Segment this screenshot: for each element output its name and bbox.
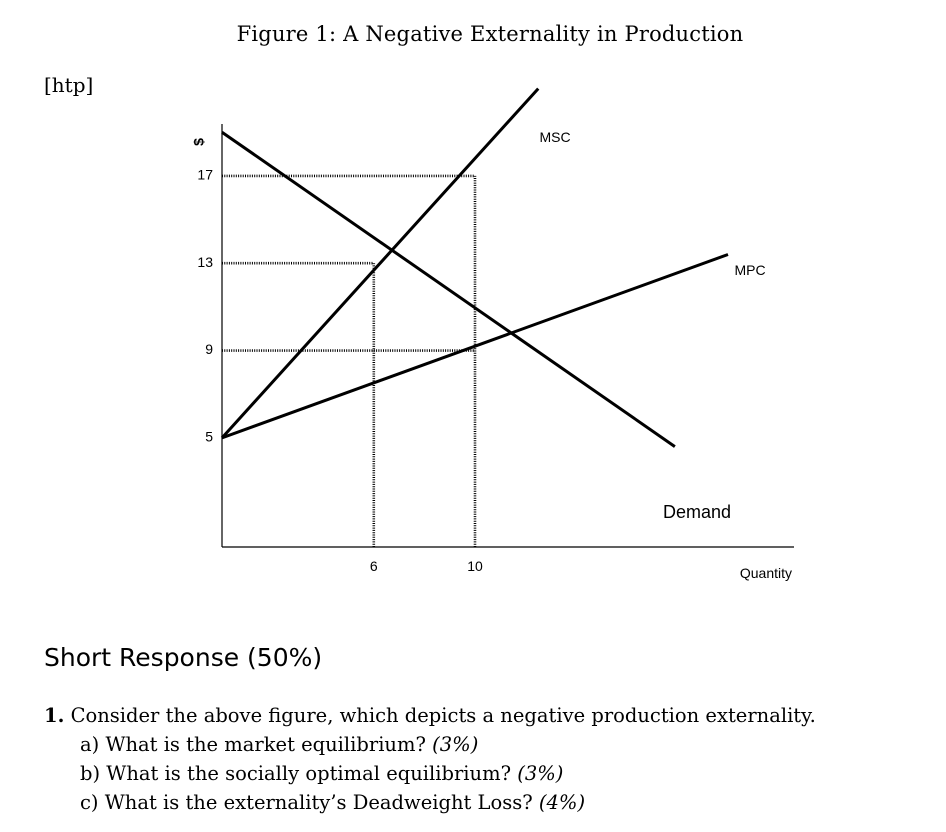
question-part-c: [80, 791, 585, 814]
figure-caption: Figure 1: A Negative Externality in Production: [236, 22, 744, 46]
question-number: 1.: [44, 704, 65, 727]
part-text: What is the market equilibrium?: [105, 733, 426, 756]
part-points: (3%): [517, 762, 564, 785]
series-label-demand: Demand: [662, 502, 732, 522]
question-part-a: [80, 733, 478, 756]
y-tick-label: 9: [205, 341, 213, 358]
x-tick-label: 6: [369, 558, 378, 574]
part-text: What is the socially optimal equilibrium?: [106, 762, 512, 785]
placement-note: [htp]: [44, 73, 94, 97]
series-label-mpc: MPC: [734, 262, 766, 278]
series-line-demand: [222, 132, 675, 446]
series-line-msc: [222, 89, 538, 438]
part-label: a): [80, 733, 100, 756]
part-points: (4%): [538, 791, 586, 814]
part-label: b): [80, 762, 101, 785]
y-tick-label: 17: [197, 166, 213, 183]
section-title: Short Response (50%): [44, 643, 323, 672]
part-label: c): [80, 791, 99, 814]
question-text: Consider the above figure, which depicts a negative production externality.: [70, 704, 816, 727]
tick-labels: [197, 167, 483, 574]
y-axis-label: $: [190, 138, 207, 146]
part-text: What is the externality’s Deadweight Loss?: [104, 791, 533, 814]
y-tick-label: 5: [205, 428, 213, 445]
question-part-b: [80, 762, 563, 785]
x-axis-label: Quantity: [739, 565, 792, 581]
series-labels: [539, 129, 765, 522]
question-1: [44, 704, 816, 727]
y-tick-label: 13: [197, 253, 213, 270]
part-points: (3%): [432, 733, 479, 756]
series-label-msc: MSC: [539, 129, 571, 145]
x-tick-label: 10: [467, 558, 483, 574]
